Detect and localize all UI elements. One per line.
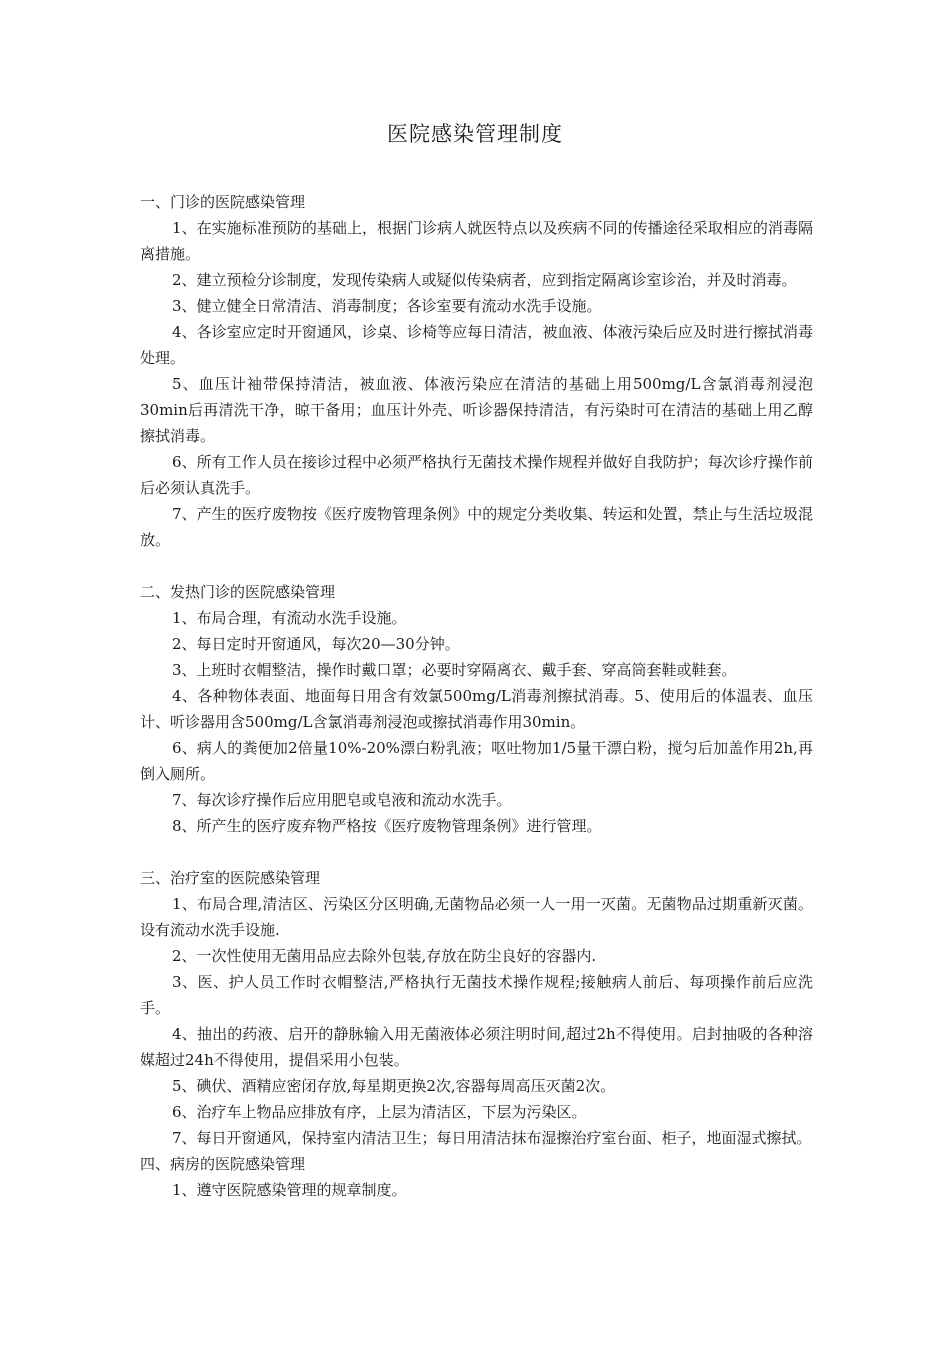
- paragraph: 8、所产生的医疗废弃物严格按《医疗废物管理条例》进行管理。: [172, 817, 602, 835]
- paragraph: 7、产生的医疗废物按《医疗废物管理条例》中的规定分类收集、转运和处置，禁止与生活垃圾混放。: [140, 505, 813, 549]
- paragraph: 2、每日定时开窗通风，每次20—30分钟。: [172, 635, 460, 653]
- section-heading: 四、病房的医院感染管理: [140, 1155, 306, 1173]
- section-fever-clinic: [140, 579, 813, 839]
- section-heading: 三、治疗室的医院感染管理: [140, 869, 321, 887]
- paragraph: 4、各种物体表面、地面每日用含有效氯500mg/L消毒剂擦拭消毒。5、使用后的体温表、血压计、听诊器用含500mg/L含氯消毒剂浸泡或擦拭消毒作用30min。: [140, 687, 813, 731]
- blank-line: [140, 839, 813, 865]
- paragraph: 5、血压计袖带保持清洁，被血液、体液污染应在清洁的基础上用500mg/L含氯消毒剂浸泡30min后再清洗干净，晾干备用；血压计外壳、听诊器保持清洁，有污染时可在清洁的基础上用乙醇擦拭消毒。: [140, 375, 813, 445]
- paragraph: 1、在实施标准预防的基础上，根据门诊病人就医特点以及疾病不同的传播途径采取相应的消毒隔离措施。: [140, 219, 813, 263]
- paragraph: 5、碘伏、酒精应密闭存放,每星期更换2次,容器每周高压灭菌2次。: [172, 1077, 616, 1095]
- paragraph: 7、每日开窗通风，保持室内清洁卫生；每日用清洁抹布湿擦治疗室台面、柜子，地面湿式擦拭。: [172, 1129, 812, 1147]
- blank-line: [140, 553, 813, 579]
- paragraph: 6、病人的粪便加2倍量10%-20%漂白粉乳液；呕吐物加1/5量干漂白粉，搅匀后加盖作用2h,再倒入厕所。: [140, 739, 813, 783]
- paragraph: 4、抽出的药液、启开的静脉输入用无菌液体必须注明时间,超过2h不得使用。启封抽吸的各种溶媒超过24h不得使用，提倡采用小包装。: [140, 1025, 813, 1069]
- paragraph: 1、布局合理，有流动水洗手设施。: [172, 609, 407, 627]
- paragraph: 4、各诊室应定时开窗通风，诊桌、诊椅等应每日清洁，被血液、体液污染后应及时进行擦拭消毒处理。: [140, 323, 813, 367]
- document-title: 医院感染管理制度: [387, 122, 563, 146]
- paragraph: 6、治疗车上物品应排放有序，上层为清洁区，下层为污染区。: [172, 1103, 587, 1121]
- paragraph: 2、建立预检分诊制度，发现传染病人或疑似传染病者，应到指定隔离诊室诊治，并及时消毒。: [172, 271, 797, 289]
- paragraph: 2、一次性使用无菌用品应去除外包装,存放在防尘良好的容器内.: [172, 947, 597, 965]
- section-ward: [140, 1151, 813, 1203]
- paragraph: 1、布局合理,清洁区、污染区分区明确,无菌物品必须一人一用一灭菌。无菌物品过期重新灭菌。设有流动水洗手设施.: [140, 895, 813, 939]
- section-heading: 一、门诊的医院感染管理: [140, 193, 306, 211]
- section-heading: 二、发热门诊的医院感染管理: [140, 583, 336, 601]
- paragraph: 7、每次诊疗操作后应用肥皂或皂液和流动水洗手。: [172, 791, 512, 809]
- paragraph: 1、遵守医院感染管理的规章制度。: [172, 1181, 407, 1199]
- paragraph: 3、医、护人员工作时衣帽整洁,严格执行无菌技术操作规程;接触病人前后、每项操作前后应洗手。: [140, 973, 813, 1017]
- paragraph: 6、所有工作人员在接诊过程中必须严格执行无菌技术操作规程并做好自我防护；每次诊疗操作前后必须认真洗手。: [140, 453, 813, 497]
- section-outpatient: [140, 189, 813, 553]
- paragraph: 3、上班时衣帽整洁，操作时戴口罩；必要时穿隔离衣、戴手套、穿高筒套鞋或鞋套。: [172, 661, 737, 679]
- paragraph: 3、健立健全日常清洁、消毒制度；各诊室要有流动水洗手设施。: [172, 297, 602, 315]
- section-treatment-room: [140, 865, 813, 1151]
- document-body: [140, 189, 813, 1203]
